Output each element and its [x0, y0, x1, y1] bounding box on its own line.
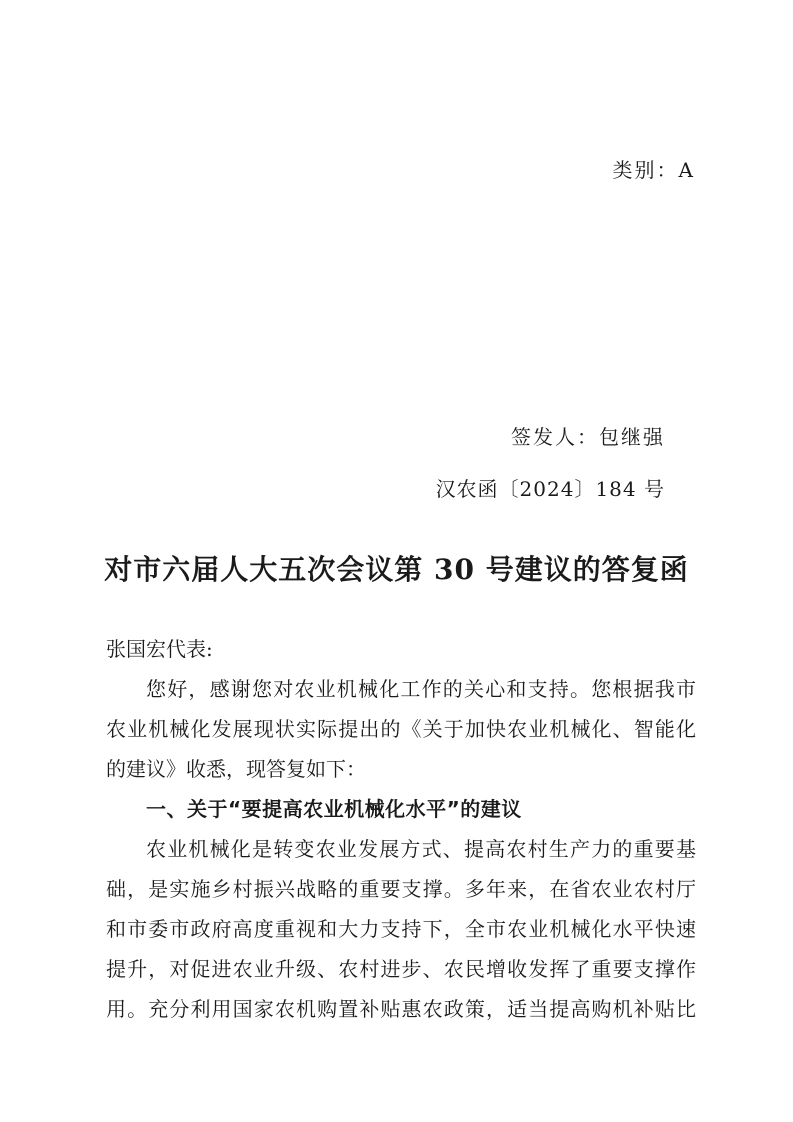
paragraph-line: 的建议》收悉，现答复如下： [106, 757, 366, 781]
paragraph-line: 和市委市政府高度重视和大力支持下，全市农业机械化水平快速 [106, 917, 696, 941]
paragraph-line: 用。充分利用国家农机购置补贴惠农政策，适当提高购机补贴比 [106, 997, 696, 1021]
section-heading: 一、关于“要提高农业机械化水平”的建议 [146, 797, 522, 821]
paragraph-line: 提升，对促进农业升级、农村进步、农民增收发挥了重要支撑作 [106, 957, 696, 981]
document-body [106, 632, 696, 1032]
document-category: 类别：A [612, 158, 695, 182]
paragraph-line: 础，是实施乡村振兴战略的重要支撑。多年来，在省农业农村厅 [106, 877, 696, 901]
paragraph-line: 您好，感谢您对农业机械化工作的关心和支持。您根据我市 [146, 677, 696, 701]
document-title: 对市六届人大五次会议第 30 号建议的答复函 [104, 553, 689, 586]
paragraph-line: 农业机械化发展现状实际提出的《关于加快农业机械化、智能化 [106, 717, 696, 741]
paragraph-line: 农业机械化是转变农业发展方式、提高农村生产力的重要基 [146, 837, 696, 861]
signer-line: 签发人：包继强 [511, 425, 665, 449]
document-number: 汉农函〔2024〕184 号 [435, 477, 665, 501]
salutation: 张国宏代表: [106, 637, 213, 661]
